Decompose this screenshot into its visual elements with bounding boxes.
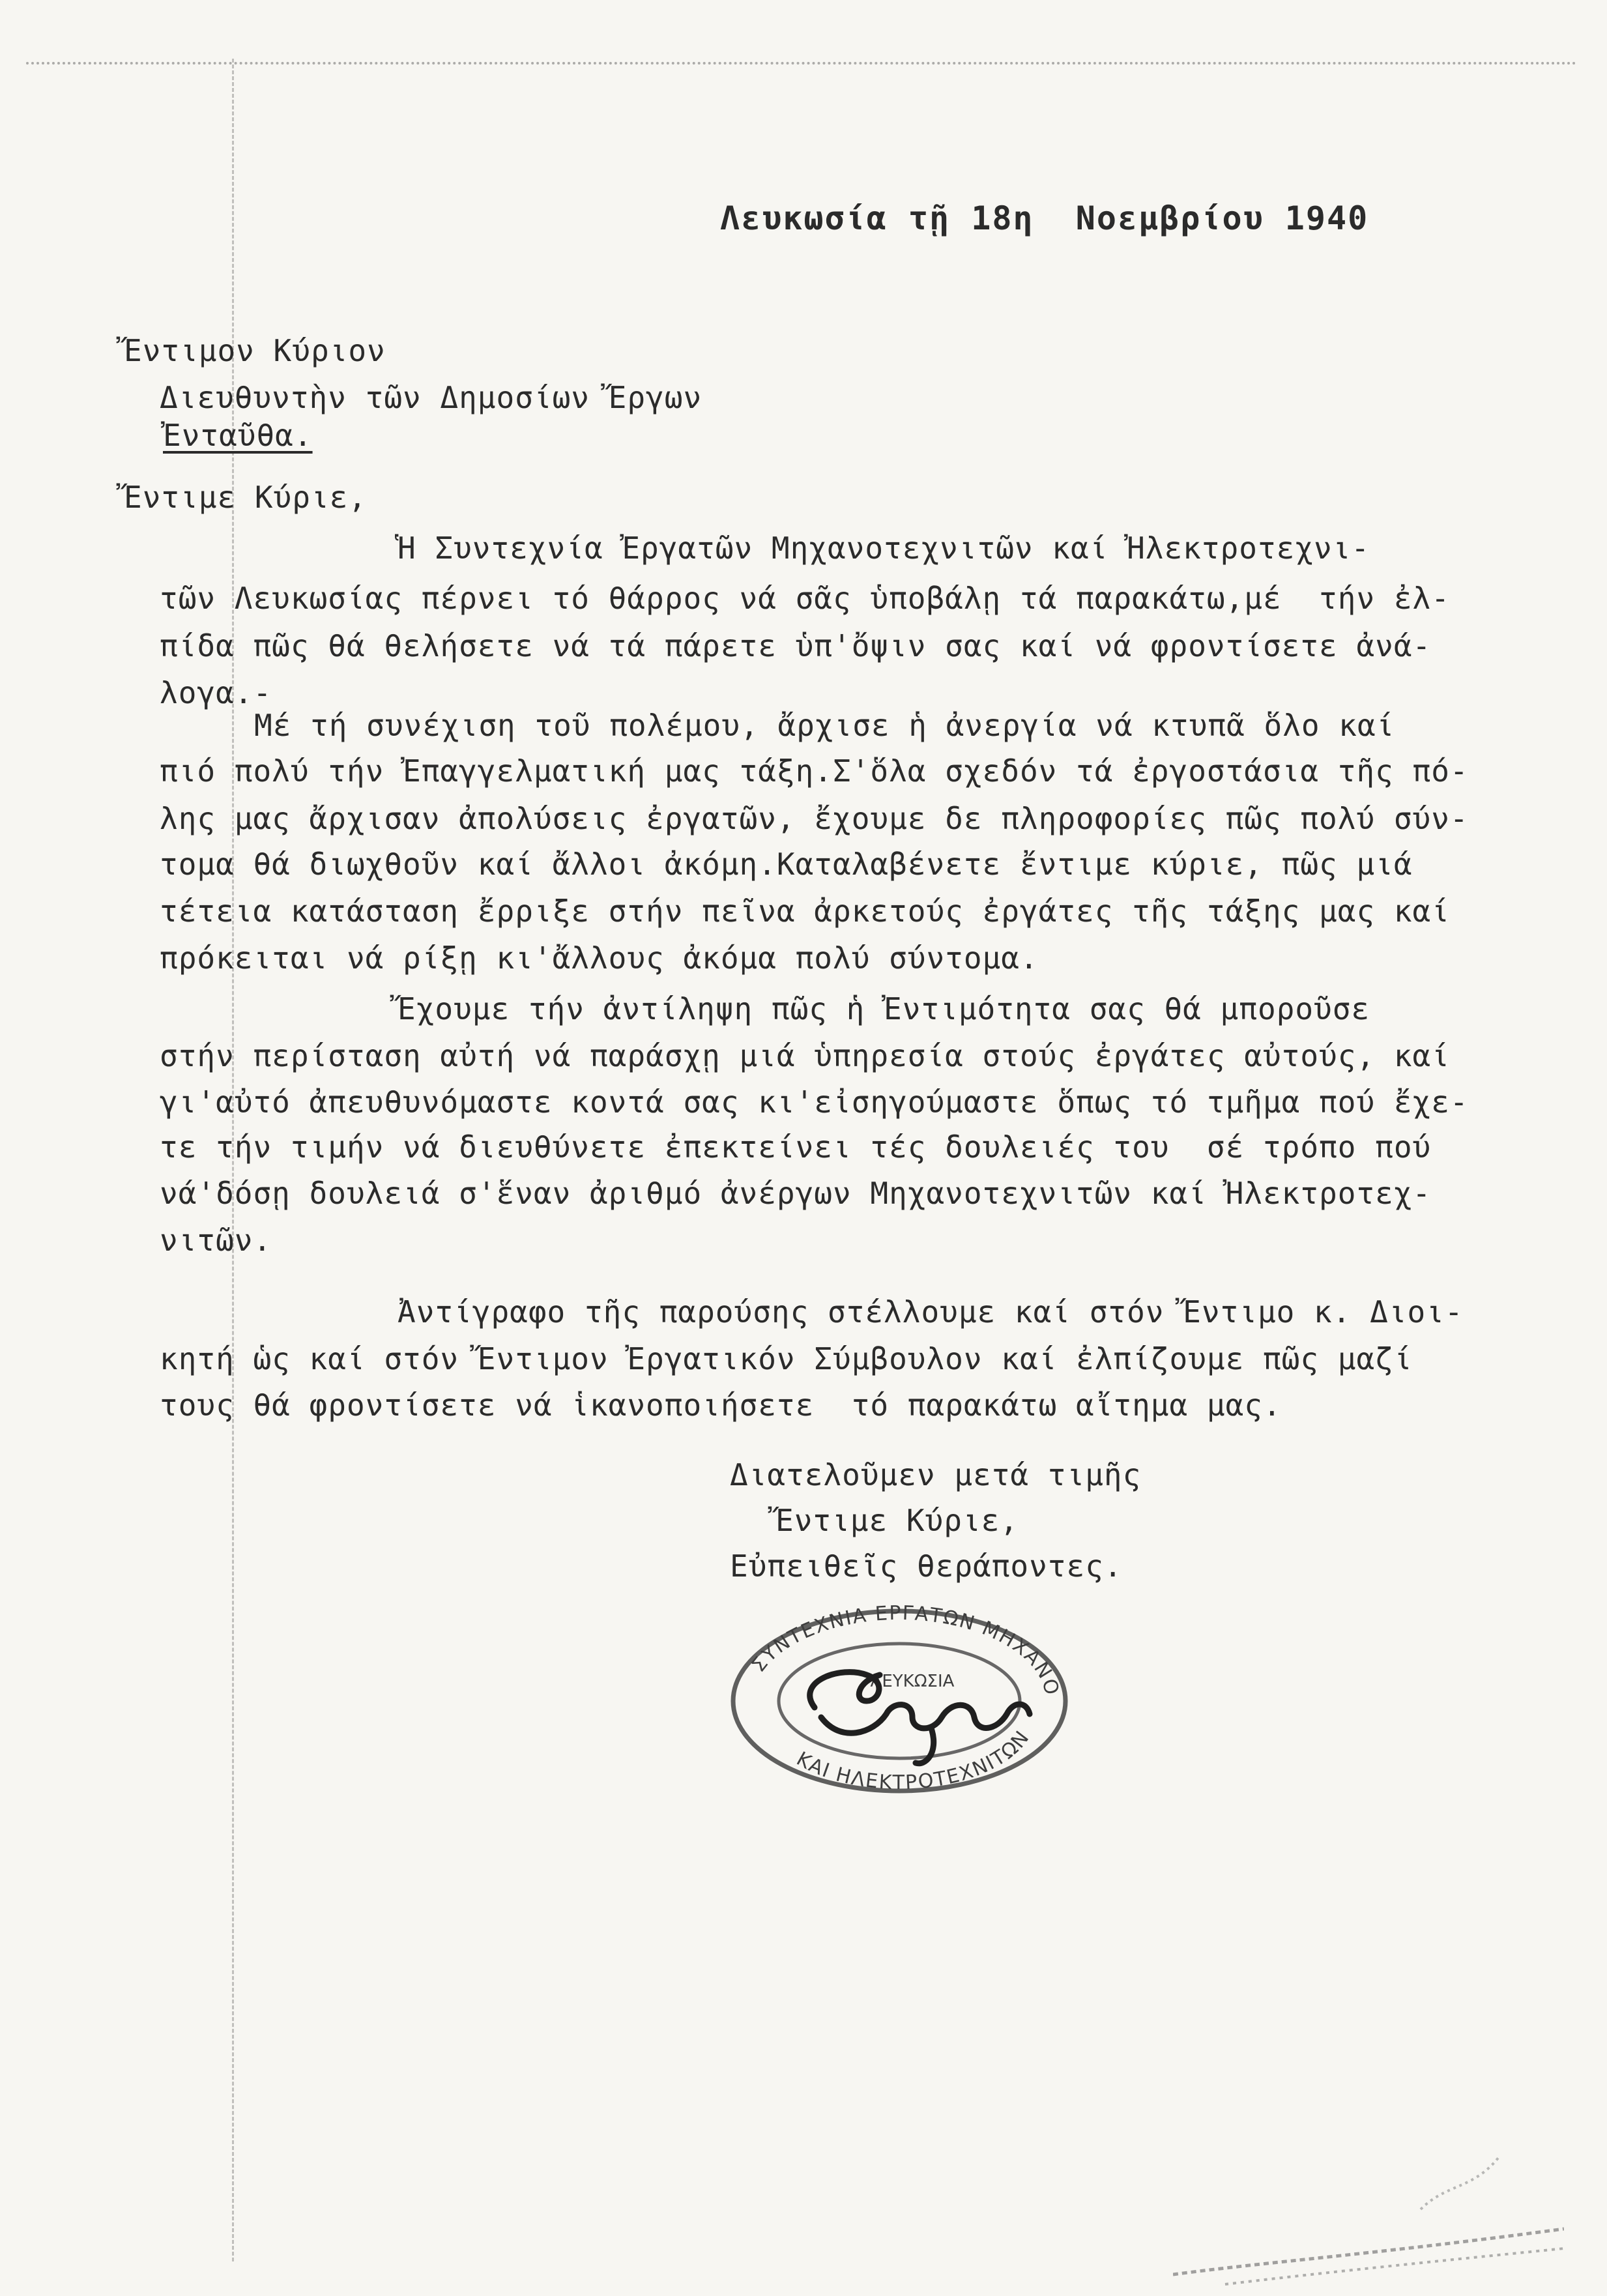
greeting: Ἔντιμε Κύριε, [124,480,368,515]
closing-line: Εὐπειθεῖς θεράποντες. [730,1548,1123,1584]
body-line: νιτῶν. [160,1223,272,1258]
body-line: Μέ τή συνέχιση τοῦ πολέμου, ἄρχισε ἡ ἀνεργία νά κτυπᾶ ὅλο καί [254,708,1395,743]
scan-noise-bottom [1173,2131,1564,2288]
body-line: πιό πολύ τήν Ἐπαγγελματική μας τάξη.Σ'ὅλα σχεδόν τά ἐργοστάσια τῆς πό- [160,753,1469,789]
body-line: λογα.- [160,675,272,710]
stamp-bottom-text: ΚΑΙ ΗΛΕΚΤΡΟΤΕΧΝΙΤΩΝ [792,1726,1035,1795]
body-line: νά'δόσῃ δουλειά σ'ἕναν ἀριθμό ἀνέργων Μηχανοτεχνιτῶν καί Ἠλεκτροτεχ- [160,1176,1432,1211]
recipient-title: Διευθυντὴν τῶν Δημοσίων Ἔργων [160,380,702,415]
body-line: τε τήν τιμήν νά διευθύνετε ἐπεκτείνει τές δουλειές του σέ τρόπο πού [160,1129,1432,1165]
body-line: λης μας ἄρχισαν ἀπολύσεις ἐργατῶν, ἔχουμε δε πληροφορίες πῶς πολύ σύν- [160,801,1469,836]
body-line: πίδα πῶς θά θελήσετε νά τά πάρετε ὑπ'ὄψιν σας καί νά φροντίσετε ἀνά- [160,628,1432,663]
letter-date: Λευκωσία τῇ 18η Νοεμβρίου 1940 [720,199,1369,237]
body-line: τέτεια κατάσταση ἔρριξε στήν πεῖνα ἀρκετούς ἐργάτες τῆς τάξης μας καί [160,894,1450,929]
scan-noise-top [26,62,1577,65]
recipient-salutation: Ἔντιμον Κύριον [124,333,386,368]
body-line: κητή ὡς καί στόν Ἔντιμον Ἐργατικόν Σύμβουλον καί ἐλπίζουμε πῶς μαζί [160,1341,1413,1376]
body-line: τους θά φροντίσετε νά ἱκανοποιήσετε τό παρακάτω αἴτημα μας. [160,1388,1282,1423]
body-line: γι'αὐτό ἀπευθυνόμαστε κοντά σας κι'εἰσηγούμαστε ὅπως τό τμῆμα πού ἔχε- [160,1084,1469,1120]
closing-line: Ἔντιμε Κύριε, [775,1503,1019,1538]
body-line: Ἀντίγραφο τῆς παρούσης στέλλουμε καί στόν Ἔντιμο κ. Διοι- [398,1294,1464,1330]
round-stamp [717,1603,1082,1799]
body-line: τομα θά διωχθοῦν καί ἄλλοι ἀκόμη.Καταλαβένετε ἔντιμε κύριε, πῶς μιά [160,847,1413,882]
body-line: Ἔχουμε τήν ἀντίληψη πῶς ἡ Ἐντιμότητα σας θά μποροῦσε [398,991,1370,1026]
recipient-location: Ἐνταῦθα. [163,418,313,453]
body-line: στήν περίσταση αὐτή νά παράσχῃ μιά ὑπηρεσία στούς ἐργάτες αὐτούς, καί [160,1038,1450,1073]
body-line: τῶν Λευκωσίας πέρνει τό θάρρος νά σᾶς ὑποβάλῃ τά παρακάτω,μέ τήν ἐλ- [160,581,1450,616]
body-line: Ἡ Συντεχνία Ἐργατῶν Μηχανοτεχνιτῶν καί Ἠλεκτροτεχνι- [398,530,1370,566]
stamp-and-signature [717,1603,1082,1799]
stamp-center-text: ΛΕΥΚΩΣΙΑ [870,1672,955,1691]
stamp-top-text: ΣΥΝΤΕΧΝΙΑ ΕΡΓΑΤΩΝ ΜΗΧΑΝΟ [747,1603,1064,1699]
body-line: πρόκειται νά ρίξῃ κι'ἄλλους ἀκόμα πολύ σύντομα. [160,940,1039,976]
closing-line: Διατελοῦμεν μετά τιμῆς [730,1457,1142,1492]
